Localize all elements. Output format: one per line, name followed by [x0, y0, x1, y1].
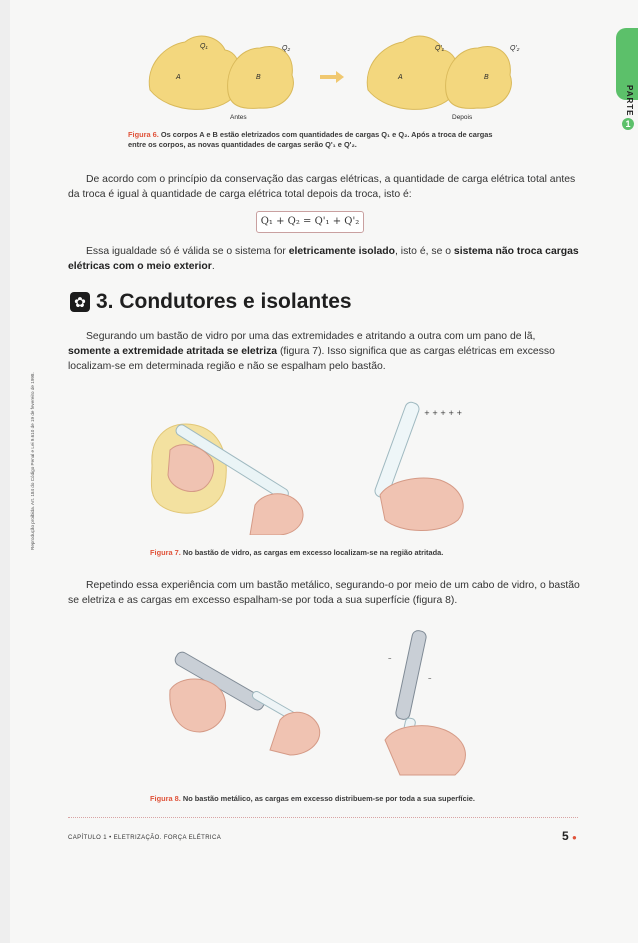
metal-rod-charges-left: –	[388, 654, 392, 662]
figure7-caption-label: Figura 7.	[150, 548, 181, 557]
before-label: Antes	[230, 114, 247, 121]
metal-rod-charges-right: –	[428, 674, 432, 682]
figure6-caption	[128, 130, 500, 150]
rod-charges: + + + + +	[424, 409, 463, 417]
hand-left-holder	[270, 712, 320, 755]
body-a-after-label: A	[398, 74, 403, 81]
transfer-arrow	[320, 71, 344, 83]
footer-chapter: CAPÍTULO 1 • ELETRIZAÇÃO. FORÇA ELÉTRICA	[68, 835, 222, 841]
charge-q1-label: Q₁	[200, 43, 208, 50]
charge-q1-prime-label: Q'₁	[435, 45, 444, 52]
figure6-illustration	[140, 20, 520, 120]
figure8-caption-text: No bastão metálico, as cargas em excesso distribuem-se por toda a sua superfície.	[182, 794, 475, 803]
paragraph-metal-rod: Repetindo essa experiência com um bastão metálico, segurando-o por meio de um cabo de vidro, o bastão se eletriza e as cargas em excesso espalham-se por toda a sua superfície (figura 8).	[68, 580, 580, 606]
figure7-caption-text: No bastão de vidro, as cargas em excesso localizam-se na região atritada.	[182, 548, 444, 557]
figure6-caption-label: Figura 6.	[128, 130, 159, 139]
para3-text-2: (figura 7). Isso significa que as cargas elétricas em excesso localizam-se em determinada região e não se espalham pelo bastão.	[68, 346, 555, 372]
para2-bold-1: eletricamente isolado	[288, 246, 395, 257]
body-a-before	[149, 36, 240, 109]
conservation-formula: Q₁ + Q₂ = Q'₁ + Q'₂	[256, 211, 364, 233]
figure7-illustration	[140, 395, 480, 535]
para3-bold-1: somente a extremidade atritada se eletriza	[68, 346, 278, 357]
para2-text-3: .	[211, 261, 215, 272]
charge-q2-label: Q₂	[282, 45, 291, 52]
para2-bold-2: sistema não troca cargas elétricas com o meio exterior	[68, 246, 579, 272]
hand-left-cloth	[170, 679, 226, 732]
hand-left-2	[250, 494, 303, 535]
paragraph-glass-rod	[68, 329, 580, 374]
metal-rod-right	[395, 630, 427, 721]
para2-text-2: , isto é, se o	[395, 246, 454, 257]
body-a-label: A	[176, 74, 181, 81]
para3-text-1: Segurando um bastão de vidro por uma das extremidades e atritando a outra com um pano de lã,	[86, 331, 536, 342]
body-b-label: B	[256, 74, 261, 81]
figure6-caption-text: Os corpos A e B estão eletrizados com quantidades de cargas Q₁ e Q₂. Após a troca de cargas entre os corpos, as novas quantidades de cargas serão Q'₁ e Q'₂.	[128, 130, 493, 149]
hand-right	[380, 478, 463, 530]
page-number	[562, 829, 577, 843]
section-icon: ✿	[70, 292, 90, 312]
footer-divider	[68, 817, 578, 818]
figure8-illustration	[150, 620, 480, 780]
paragraph-isolated-system	[68, 244, 580, 274]
parte-label: PARTE	[625, 85, 634, 117]
paragraph-conservation: De acordo com o princípio da conservação das cargas elétricas, a quantidade de carga elétrica total antes da troca é igual à quantidade de carga elétrica total depois da troca, isto é:	[68, 174, 576, 200]
charge-q2-prime-label: Q'₂	[510, 45, 520, 52]
body-a-after	[367, 36, 458, 109]
page-number-dot: ●	[572, 833, 577, 842]
para2-text-1: Essa igualdade só é válida se o sistema for	[86, 246, 289, 257]
section-title: 3. Condutores e isolantes	[96, 290, 352, 313]
page-gutter	[0, 0, 10, 943]
copyright-notice: Reprodução proibida. Art. 184 do Código Penal e Lei 9.610 de 19 de fevereiro de 1998.	[30, 372, 35, 550]
figure8-caption	[150, 794, 570, 804]
hand-right-holder	[385, 726, 465, 775]
figure7-caption	[150, 548, 550, 558]
body-b-after	[446, 47, 512, 109]
figure8-caption-label: Figura 8.	[150, 794, 181, 803]
page-number-value: 5	[562, 829, 569, 843]
body-b-after-label: B	[484, 74, 489, 81]
parte-number-badge: 1	[622, 118, 634, 130]
after-label: Depois	[452, 114, 473, 121]
